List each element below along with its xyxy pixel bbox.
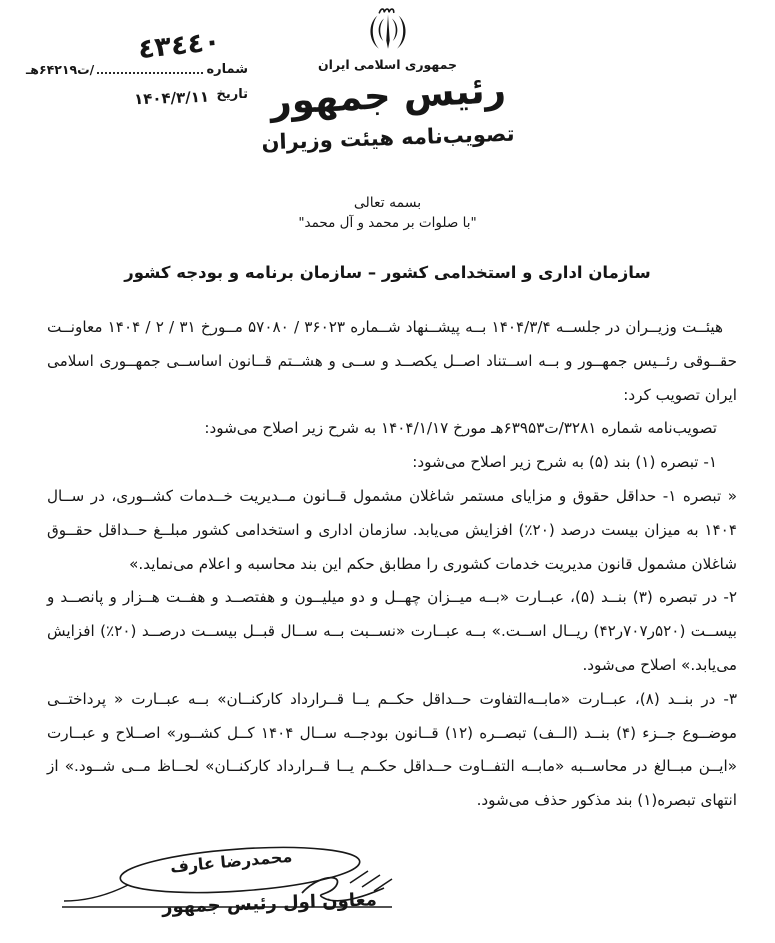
bismillah-line: بسمه تعالی xyxy=(353,195,422,211)
document-type-title: تصویب‌نامه هیئت وزیران xyxy=(260,121,515,155)
iran-emblem-icon xyxy=(365,4,411,56)
number-label: شماره xyxy=(206,62,248,77)
country-name: جمهوری اسلامی ایران xyxy=(318,57,457,72)
number-row xyxy=(26,62,248,77)
salawat-line: "با صلوات بر محمد و آل محمد" xyxy=(298,215,477,231)
invocation-block xyxy=(0,195,775,231)
decree-number-suffix: /ت۶۴۲۱۹هـ xyxy=(26,62,95,77)
body-paragraph-preamble: هیئــت وزیــران در جلســه ۱۴۰۴/۳/۴ بــه پیشــنهاد شــماره ۳۶۰۲۳ / ۵۷۰۸۰ مــورخ ۳۱ / ۲ / ۱۴۰۴ معاونــت حقــوقی رئــیس جمهــور و بــه اســتناد اصــل یکصــد و ســی و هشــتم قــانون اساســی جمهــوری اسلامی ایران تصویب کرد: xyxy=(47,318,737,404)
letterhead-block xyxy=(26,25,248,109)
office-title-calligraphy: رئیس جمهور xyxy=(268,67,507,124)
handwritten-date: ۱۴۰۴/۳/۱۱ xyxy=(134,87,210,109)
body-paragraph-clause-3: ۳- در بنــد (۸)، عبــارت «مابــه‌التفاوت حــداقل حکــم یــا قــرارداد کارکنــان» بــه عبــارت « پرداختــی موضــوع جــزء (۴) بنــد (الــف) تبصــره (۱۲) قــانون بودجــه ســال ۱۴۰۴ کــل کشــور» اصــلاح و عبــارت «ایــن مبــالغ در محاســبه «مابــه التفــاوت حــداقل حکــم یــا قــرارداد کارکنــان» لحــاظ مــی شــود.» از انتهای تبصره(۱) بند مذکور حذف می‌شود. xyxy=(47,689,737,810)
document-header xyxy=(218,4,558,155)
date-label: تاریخ xyxy=(216,87,248,102)
body-paragraph-note-1: « تبصره ۱- حداقل حقوق و مزایای مستمر شاغلان مشمول قــانون مــدیریت خــدمات کشــوری، در ســال ۱۴۰۴ به میزان بیست درصد (۲۰٪) افزایش می‌یابد. سازمان اداری و استخدامی کشور مبلــغ حــداقل حقــوق شاغلان مشمول قانون مدیریت خدمات کشوری را مطابق حکم این بند محاسبه و اعلام می‌نماید.» xyxy=(47,486,737,573)
handwritten-registration-number: ٤٣٤٤٠ xyxy=(136,25,222,66)
addressee-line: سازمان اداری و استخدامی کشور – سازمان برنامه و بودجه کشور xyxy=(124,263,651,282)
body-paragraph-clause-1: ۱- تبصره (۱) بند (۵) به شرح زیر اصلاح می‌شود: xyxy=(412,453,717,472)
date-row xyxy=(26,87,248,109)
number-dotted-line xyxy=(97,68,203,74)
decree-body xyxy=(47,311,737,818)
body-paragraph-amended-decree: تصویب‌نامه شماره ۳۲۸۱/ت۶۳۹۵۳هـ مورخ ۱۴۰۴/۱/۱۷ به شرح زیر اصلاح می‌شود: xyxy=(204,419,717,438)
body-paragraph-clause-2: ۲- در تبصره (۳) بنــد (۵)، عبــارت «بــه میــزان چهــل و دو میلیــون و هفتصــد و هفــت هــزار و پانصــد و بیســت (۵۲۰ر۷۰۷ر۴۲) ریــال اســت.» بــه عبــارت «نســبت بــه ســال قبــل بیســت درصــد (۲۰٪) افزایش می‌یابد.» اصلاح می‌شود. xyxy=(47,588,737,674)
signatory-name: محمدرضا عارف xyxy=(169,846,293,877)
signature-block xyxy=(50,841,470,943)
signatory-title: معاون اول رئیس جمهور xyxy=(161,889,378,918)
